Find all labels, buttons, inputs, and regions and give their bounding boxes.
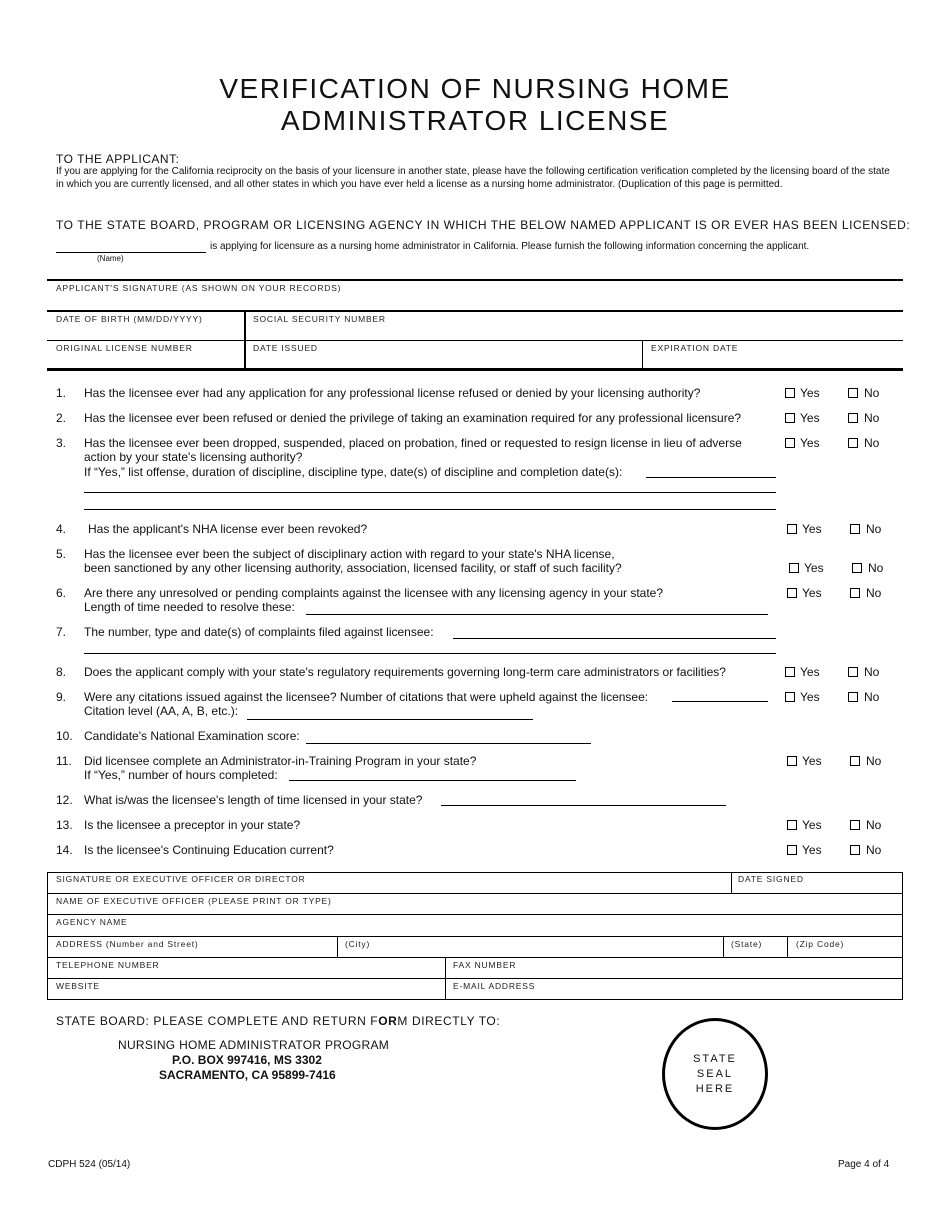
- question-number: 10.: [56, 729, 73, 743]
- name-line-text: is applying for licensure as a nursing home administrator in California. Please furnish the following information concerning the applicant.: [210, 241, 810, 252]
- seal-text: SEAL: [696, 1067, 734, 1080]
- applicant-heading: TO THE APPLICANT:: [56, 152, 180, 166]
- form-title: VERIFICATION OF NURSING HOME: [219, 73, 731, 104]
- yes-checkbox[interactable]: [787, 756, 797, 766]
- yes-label: Yes: [804, 561, 824, 575]
- no-label: No: [868, 561, 884, 575]
- complaints-field[interactable]: [453, 625, 776, 639]
- no-label: No: [864, 386, 880, 400]
- question-text: action by your state's licensing authority?: [84, 450, 303, 464]
- divider: [642, 341, 643, 369]
- officer-name-field[interactable]: NAME OF EXECUTIVE OFFICER (PLEASE PRINT OR TYPE): [56, 896, 332, 906]
- citations-count-field[interactable]: [672, 688, 768, 702]
- no-label: No: [866, 818, 882, 832]
- question-text: Has the licensee ever been refused or denied the privilege of taking an examination required for any professional licensure?: [84, 411, 742, 425]
- telephone-field[interactable]: TELEPHONE NUMBER: [56, 960, 160, 970]
- question-number: 6.: [56, 586, 67, 600]
- state-field[interactable]: (State): [731, 939, 763, 949]
- discipline-details-field[interactable]: [646, 464, 776, 478]
- divider: [731, 872, 732, 894]
- question-text: Is the licensee a preceptor in your state?: [84, 818, 301, 832]
- no-label: No: [864, 411, 880, 425]
- expiration-date-field[interactable]: EXPIRATION DATE: [651, 343, 739, 353]
- no-checkbox[interactable]: [848, 438, 858, 448]
- no-label: No: [864, 690, 880, 704]
- divider: [47, 368, 903, 371]
- divider: [47, 936, 903, 937]
- question-text: Does the applicant comply with your state's regulatory requirements governing long-term care administrators or facilities?: [84, 665, 726, 679]
- question-text: Has the licensee ever been dropped, suspended, placed on probation, fined or requested to resign license in lieu of adverse: [84, 436, 742, 450]
- license-number-field[interactable]: ORIGINAL LICENSE NUMBER: [56, 343, 193, 353]
- city-field[interactable]: (City): [345, 939, 371, 949]
- question-number: 5.: [56, 547, 67, 561]
- discipline-details-field-3[interactable]: [84, 496, 776, 510]
- citation-level-field[interactable]: [247, 706, 533, 720]
- yes-label: Yes: [800, 436, 820, 450]
- seal-text: STATE: [693, 1052, 737, 1065]
- yes-checkbox[interactable]: [785, 388, 795, 398]
- complaints-field-2[interactable]: [84, 640, 776, 654]
- discipline-details-field-2[interactable]: [84, 479, 776, 493]
- divider: [47, 279, 903, 281]
- no-checkbox[interactable]: [848, 692, 858, 702]
- no-checkbox[interactable]: [848, 667, 858, 677]
- city-state-zip: SACRAMENTO, CA 95899-7416: [159, 1068, 336, 1082]
- question-number: 12.: [56, 793, 73, 807]
- question-text: Candidate's National Examination score:: [84, 729, 300, 743]
- no-label: No: [866, 522, 882, 536]
- return-heading: STATE BOARD: PLEASE COMPLETE AND RETURN FORM DIRECTLY TO:: [56, 1014, 501, 1028]
- question-text: Are there any unresolved or pending complaints against the licensee with any licensing agency in your state?: [84, 586, 664, 600]
- po-box: P.O. BOX 997416, MS 3302: [172, 1053, 322, 1067]
- yes-label: Yes: [802, 522, 822, 536]
- yes-label: Yes: [800, 411, 820, 425]
- divider: [787, 936, 788, 958]
- yes-checkbox[interactable]: [785, 692, 795, 702]
- question-text: Were any citations issued against the licensee? Number of citations that were upheld against the licensee:: [84, 690, 649, 704]
- divider: [47, 893, 903, 894]
- no-label: No: [864, 436, 880, 450]
- yes-checkbox[interactable]: [787, 524, 797, 534]
- yes-label: Yes: [802, 843, 822, 857]
- question-text: If “Yes,” list offense, duration of discipline, discipline type, date(s) of discipline and completion date(s):: [84, 465, 623, 479]
- question-number: 2.: [56, 411, 67, 425]
- question-number: 14.: [56, 843, 73, 857]
- question-text: Citation level (AA, A, B, etc.):: [84, 704, 239, 718]
- question-text: Has the applicant's NHA license ever been revoked?: [88, 522, 368, 536]
- dob-field[interactable]: DATE OF BIRTH (MM/DD/YYYY): [56, 314, 203, 324]
- question-text: Did licensee complete an Administrator-in-Training Program in your state?: [84, 754, 477, 768]
- question-number: 3.: [56, 436, 67, 450]
- exam-score-field[interactable]: [306, 730, 591, 744]
- divider: [47, 978, 903, 979]
- no-checkbox[interactable]: [850, 524, 860, 534]
- question-number: 9.: [56, 690, 67, 704]
- date-signed-field[interactable]: DATE SIGNED: [738, 874, 804, 884]
- applicant-name-field[interactable]: [56, 239, 206, 253]
- question-text: Is the licensee's Continuing Education current?: [84, 843, 334, 857]
- question-text: Has the licensee ever had any application for any professional license refused or denied by your licensing authority?: [84, 386, 701, 400]
- date-issued-field[interactable]: DATE ISSUED: [253, 343, 318, 353]
- no-checkbox[interactable]: [850, 845, 860, 855]
- program-name: NURSING HOME ADMINISTRATOR PROGRAM: [118, 1038, 390, 1052]
- yes-checkbox[interactable]: [785, 413, 795, 423]
- agency-name-field[interactable]: AGENCY NAME: [56, 917, 128, 927]
- yes-checkbox[interactable]: [785, 667, 795, 677]
- yes-checkbox[interactable]: [787, 588, 797, 598]
- applicant-signature-field[interactable]: APPLICANT'S SIGNATURE (AS SHOWN ON YOUR RECORDS): [56, 283, 342, 293]
- resolution-time-field[interactable]: [306, 601, 768, 615]
- yes-checkbox[interactable]: [787, 845, 797, 855]
- board-heading: TO THE STATE BOARD, PROGRAM OR LICENSING AGENCY IN WHICH THE BELOW NAMED APPLICANT IS OR EVER HAS BEEN LICENSED:: [56, 218, 911, 232]
- no-checkbox[interactable]: [848, 413, 858, 423]
- question-number: 8.: [56, 665, 67, 679]
- website-field[interactable]: WEBSITE: [56, 981, 100, 991]
- question-number: 7.: [56, 625, 67, 639]
- no-label: No: [864, 665, 880, 679]
- no-label: No: [866, 586, 882, 600]
- question-text: What is/was the licensee's length of time licensed in your state?: [84, 793, 423, 807]
- no-checkbox[interactable]: [848, 388, 858, 398]
- yes-label: Yes: [800, 690, 820, 704]
- question-number: 1.: [56, 386, 67, 400]
- question-text: been sanctioned by any other licensing authority, association, licensed facility, or staff of such facility?: [84, 561, 622, 575]
- question-number: 4.: [56, 522, 67, 536]
- question-text: If “Yes,” number of hours completed:: [84, 768, 278, 782]
- no-checkbox[interactable]: [850, 588, 860, 598]
- divider: [723, 936, 724, 958]
- ssn-field[interactable]: SOCIAL SECURITY NUMBER: [253, 314, 386, 324]
- divider: [47, 957, 903, 958]
- yes-checkbox[interactable]: [785, 438, 795, 448]
- seal-text: HERE: [695, 1082, 735, 1095]
- officer-signature-field[interactable]: SIGNATURE OR EXECUTIVE OFFICER OR DIRECTOR: [56, 874, 306, 884]
- divider: [47, 914, 903, 915]
- no-checkbox[interactable]: [850, 756, 860, 766]
- ait-hours-field[interactable]: [289, 767, 576, 781]
- applicant-instructions: If you are applying for the California reciprocity on the basis of your licensure in another state, please have the following certification verification completed by the licensing board of the state in which you are currently licensed, and all other states in which you have ever held a license as a nursing home administrator. (Duplication of this page is permitted.: [56, 166, 890, 190]
- fax-field[interactable]: FAX NUMBER: [453, 960, 517, 970]
- yes-label: Yes: [800, 386, 820, 400]
- street-address-field[interactable]: ADDRESS (Number and Street): [56, 939, 199, 949]
- question-text: Length of time needed to resolve these:: [84, 600, 295, 614]
- question-text: Has the licensee ever been the subject of disciplinary action with regard to your state's NHA license,: [84, 547, 615, 561]
- divider: [445, 957, 446, 1000]
- yes-checkbox[interactable]: [787, 820, 797, 830]
- no-checkbox[interactable]: [850, 820, 860, 830]
- yes-label: Yes: [802, 818, 822, 832]
- zip-field[interactable]: (Zip Code): [796, 939, 845, 949]
- divider: [47, 340, 903, 341]
- yes-label: Yes: [800, 665, 820, 679]
- yes-checkbox[interactable]: [789, 563, 799, 573]
- question-text: The number, type and date(s) of complaints filed against licensee:: [84, 625, 434, 639]
- no-checkbox[interactable]: [852, 563, 862, 573]
- time-licensed-field[interactable]: [441, 792, 726, 806]
- form-number: CDPH 524 (05/14): [48, 1159, 131, 1170]
- state-seal-area: [662, 1018, 768, 1130]
- name-caption: (Name): [97, 254, 124, 263]
- divider: [337, 936, 338, 958]
- question-number: 11.: [56, 754, 72, 768]
- yes-label: Yes: [802, 754, 822, 768]
- yes-label: Yes: [802, 586, 822, 600]
- page-number: Page 4 of 4: [838, 1159, 890, 1170]
- divider: [47, 310, 903, 312]
- form-title-line2: ADMINISTRATOR LICENSE: [280, 105, 670, 136]
- no-label: No: [866, 843, 882, 857]
- question-number: 13.: [56, 818, 73, 832]
- email-field[interactable]: E-MAIL ADDRESS: [453, 981, 536, 991]
- no-label: No: [866, 754, 882, 768]
